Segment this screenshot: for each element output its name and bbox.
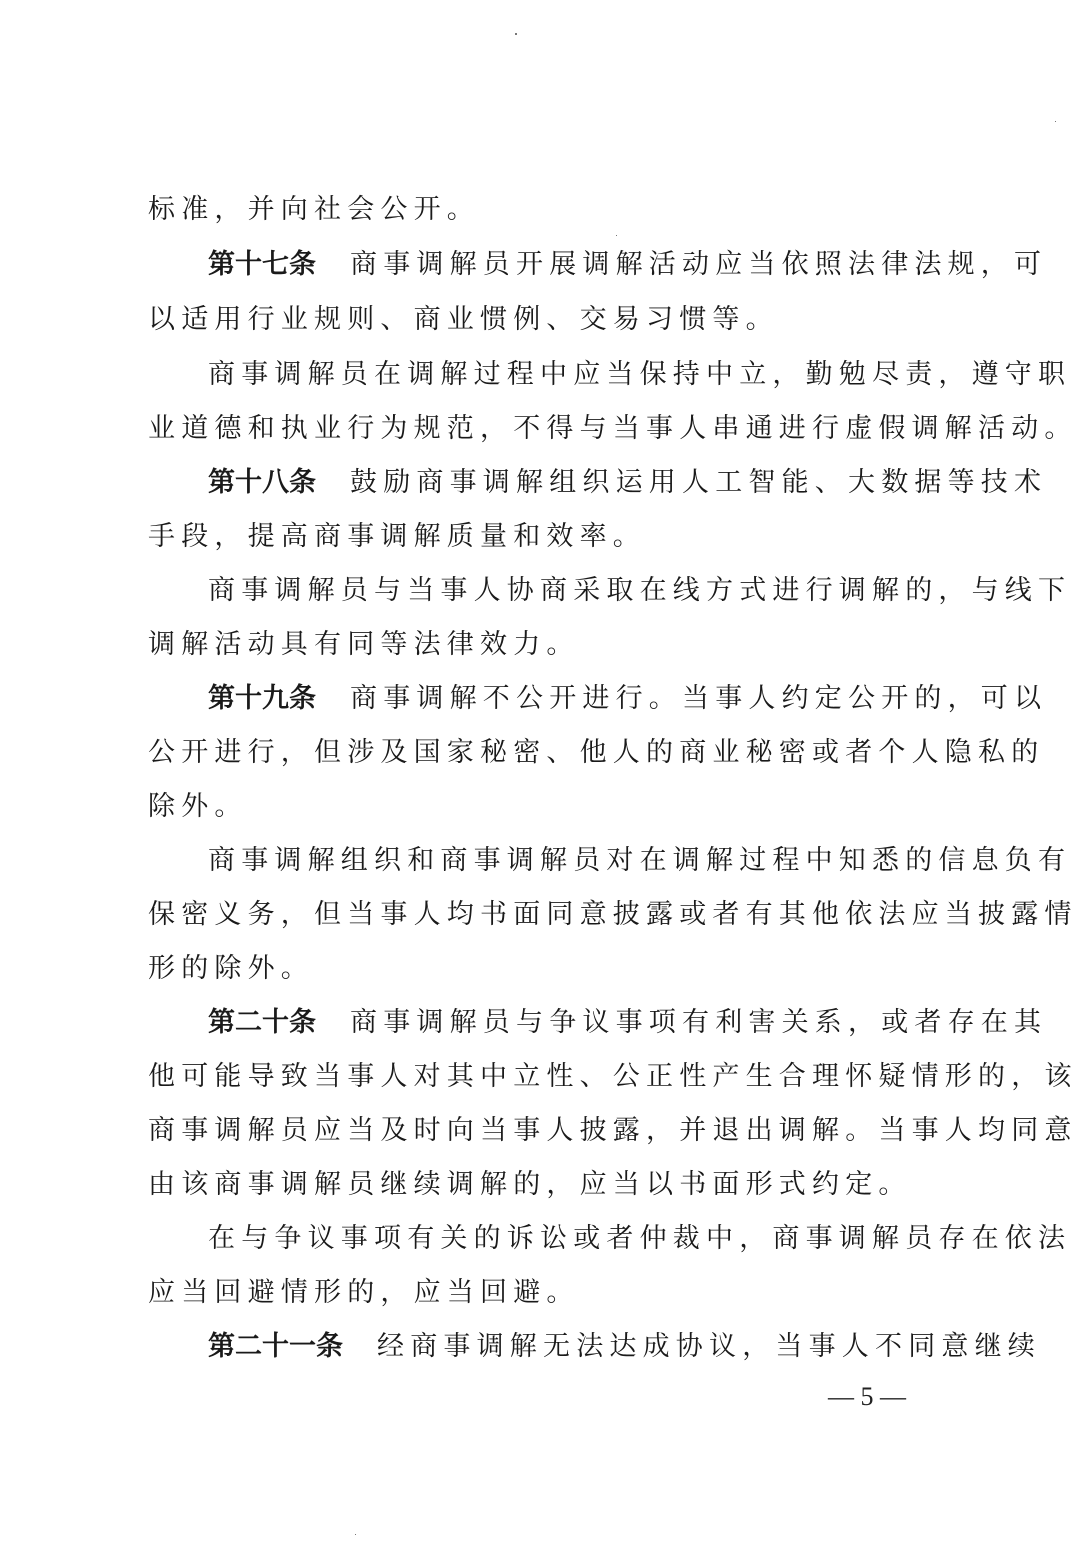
article-number: 第十九条 (208, 683, 316, 714)
scan-speck (1055, 121, 1056, 122)
text-line-paragraph-start (208, 355, 1072, 395)
line-text: 标准，并向社会公开。 (148, 194, 480, 225)
text-line-article-20 (208, 1003, 1048, 1043)
text-line-article-19 (208, 679, 1048, 719)
line-text: 除外。 (148, 791, 248, 822)
line-text: 公开进行，但涉及国家秘密、他人的商业秘密或者个人隐私的 (148, 737, 1045, 768)
text-line (148, 300, 948, 340)
line-text: 调解活动具有同等法律效力。 (148, 629, 580, 660)
line-text: 商事调解员应当及时向当事人披露，并退出调解。当事人均同意 (148, 1115, 1078, 1146)
line-text: 经商事调解无法达成协议，当事人不同意继续 (377, 1331, 1041, 1362)
line-text: 手段，提高商事调解质量和效率。 (148, 521, 646, 552)
line-text: 商事调解员与争议事项有利害关系，或者存在其 (350, 1007, 1048, 1038)
line-text: 由该商事调解员继续调解的，应当以书面形式约定。 (148, 1169, 912, 1200)
article-number: 第十七条 (208, 249, 316, 280)
text-line (148, 733, 1045, 773)
line-text: 保密义务，但当事人均书面同意披露或者有其他依法应当披露情 (148, 899, 1078, 930)
line-text: 商事调解员开展调解活动应当依照法律法规，可 (350, 249, 1048, 280)
text-line-paragraph-start (208, 1219, 1072, 1259)
scan-speck (515, 33, 517, 35)
line-text: 在与争议事项有关的诉讼或者仲裁中，商事调解员存在依法 (208, 1223, 1072, 1254)
text-line (148, 625, 948, 665)
text-line (148, 409, 1078, 449)
text-line-article-17 (208, 245, 1048, 285)
text-line-article-18 (208, 463, 1048, 503)
line-text: 商事调解员与当事人协商采取在线方式进行调解的，与线下 (208, 575, 1072, 606)
line-text: 应当回避情形的，应当回避。 (148, 1277, 580, 1308)
text-line (148, 517, 948, 557)
text-line-article-21 (208, 1327, 1041, 1367)
line-text: 以适用行业规则、商业惯例、交易习惯等。 (148, 304, 779, 335)
text-line (148, 1273, 948, 1313)
line-text: 形的除外。 (148, 953, 314, 984)
text-line (148, 949, 948, 989)
scan-speck (355, 1534, 356, 1535)
scan-speck (616, 235, 617, 236)
article-number: 第二十条 (208, 1007, 316, 1038)
line-text: 商事调解员在调解过程中应当保持中立，勤勉尽责，遵守职 (208, 359, 1072, 390)
article-number: 第十八条 (208, 467, 316, 498)
line-text: 业道德和执业行为规范，不得与当事人串通进行虚假调解活动。 (148, 413, 1078, 444)
text-line-paragraph-start (208, 571, 1072, 611)
text-line-paragraph-start (208, 841, 1072, 881)
text-line (148, 787, 948, 827)
text-line (148, 895, 1078, 935)
text-line (148, 1111, 1078, 1151)
text-line (148, 190, 948, 230)
page-number: — 5 — (828, 1382, 906, 1411)
line-text: 鼓励商事调解组织运用人工智能、大数据等技术 (350, 467, 1048, 498)
text-line (148, 1165, 948, 1205)
article-number: 第二十一条 (208, 1331, 343, 1362)
line-text: 商事调解不公开进行。当事人约定公开的，可以 (350, 683, 1048, 714)
line-text: 商事调解组织和商事调解员对在调解过程中知悉的信息负有 (208, 845, 1072, 876)
line-text: 他可能导致当事人对其中立性、公正性产生合理怀疑情形的，该 (148, 1061, 1078, 1092)
text-line (148, 1057, 1078, 1097)
